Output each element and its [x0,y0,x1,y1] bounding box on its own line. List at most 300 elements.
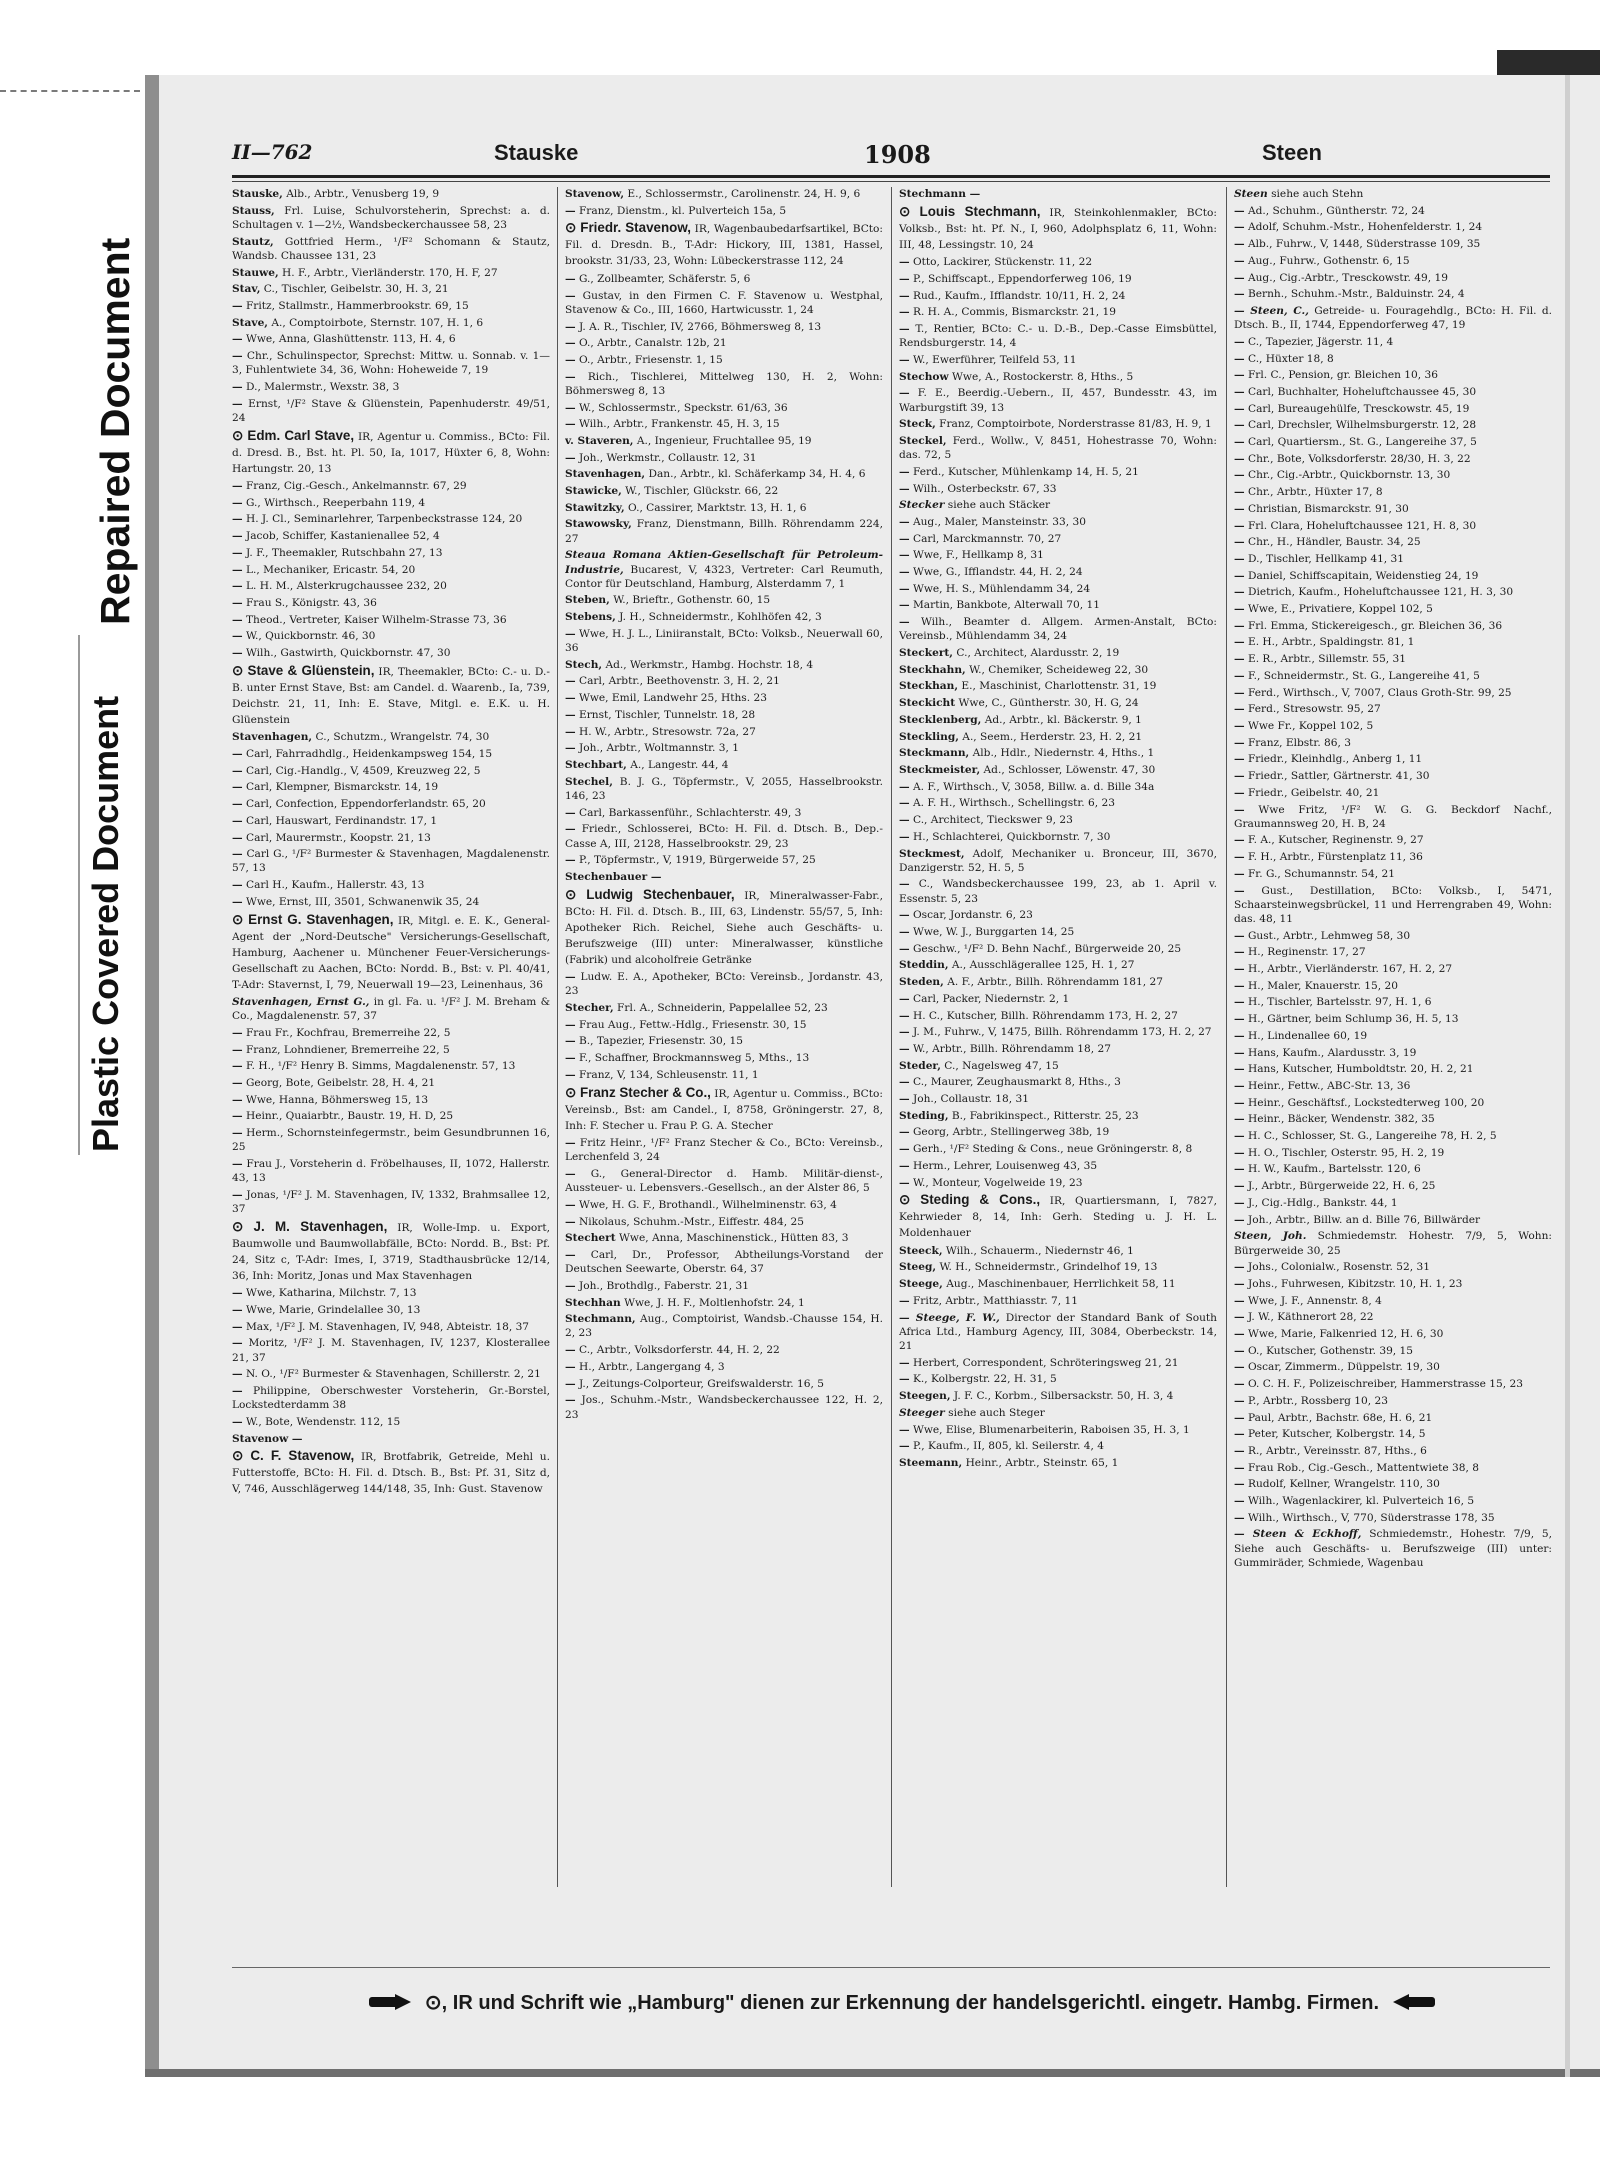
entry-name: — [1234,851,1245,864]
directory-entry [1234,1344,1552,1358]
entry-details: Frau Aug., Fettw.-Hdlg., Friesenstr. 30, 15 [575,1018,807,1031]
entry-name: — [1234,653,1245,666]
entry-name: — [1234,1163,1245,1176]
entry-details: Frl. Emma, Stickereigesch., gr. Bleichen 36, 36 [1244,619,1503,632]
entry-details: Herm., Lehrer, Louisenweg 43, 35 [909,1159,1098,1172]
entry-name: Stavenhagen, Ernst G., [232,996,370,1009]
directory-entry [565,593,883,607]
directory-entry [1234,1162,1552,1176]
directory-entry [1234,1229,1552,1257]
directory-entry [1234,669,1552,683]
directory-entry [232,764,550,778]
directory-entry [1234,187,1552,201]
entry-details: Carl, Arbtr., Beethovenstr. 3, H. 2, 21 [575,675,780,688]
entry-name: — [232,1304,243,1317]
directory-entry [899,958,1217,972]
entry-details: J. F. C., Korbm., Silbersackstr. 50, H. 3, 4 [950,1390,1174,1403]
entry-details: Schmiedemstr. Hohestr. 7/9, 5, Wohn: Bürgerweide 30, 25 [1234,1230,1552,1257]
directory-entry [232,349,550,377]
entry-details: F. H., Arbtr., Fürstenplatz 11, 36 [1244,851,1423,864]
entry-name: — [899,797,910,810]
directory-entry [899,1192,1217,1241]
entry-details: Wwe, C., Güntherstr. 30, H. G, 24 [955,697,1139,710]
directory-entry [232,282,550,296]
directory-entry [1234,995,1552,1009]
entry-name: — [1234,619,1245,632]
entry-name: — [899,1093,910,1106]
directory-entry [899,565,1217,579]
directory-entry [232,1448,550,1497]
directory-entry [1234,585,1552,599]
entry-name: — [232,1043,243,1056]
directory-entry [232,814,550,828]
directory-entry [899,1025,1217,1039]
entry-details: G., General-Director d. Hamb. Militär-dienst-, Aussteuer- u. Lebensvers.-Gesellsch., an der Alster 86, 5 [565,1167,883,1195]
directory-entry [899,1356,1217,1370]
entry-name: Steckicht [899,697,956,710]
directory-entry [565,336,883,350]
entry-name: v. Staveren, [565,434,634,447]
entry-details: L. H. M., Alsterkrugchaussee 232, 20 [242,580,447,593]
entry-details: O., Cassirer, Marktstr. 13, H. 1, 6 [624,501,807,514]
directory-entry [232,629,550,643]
directory-entry [232,1219,550,1284]
entry-name: — [1234,1146,1245,1159]
entry-name: — [1234,519,1245,532]
entry-details: Ad., Schuhm., Güntherstr. 72, 24 [1244,204,1425,217]
entry-name: Steckling, [899,730,959,743]
entry-name: Stech, [565,658,603,671]
entry-name: — [1234,1029,1245,1042]
entry-name: Steckhan, [899,680,959,693]
entry-name: — [232,613,243,626]
directory-entry [565,1068,883,1082]
entry-name: Steben, [565,594,610,607]
directory-entry [1234,1310,1552,1324]
directory-entry [1234,833,1552,847]
entry-name: — [565,627,576,640]
entry-name: — [899,323,910,336]
directory-entry [565,1215,883,1229]
entry-details: Franz, Elbstr. 86, 3 [1244,736,1352,749]
entry-name: — [899,482,910,495]
entry-details: Georg, Bote, Geibelstr. 28, H. 4, 21 [242,1077,436,1090]
entry-details: O., Kutscher, Gothenstr. 39, 15 [1244,1344,1414,1357]
entry-details: Ad., Werkmstr., Hambg. Hochstr. 18, 4 [602,658,814,671]
entry-name: — [899,1076,910,1089]
directory-entry [232,579,550,593]
directory-entry [1234,1461,1552,1475]
entry-details: Herbert, Correspondent, Schröteringsweg 21, 21 [909,1356,1179,1369]
directory-entry [899,532,1217,546]
entry-details: Ernst, Tischler, Tunnelstr. 18, 28 [575,708,756,721]
directory-entry [899,1075,1217,1089]
entry-details: Heinr., Arbtr., Steinstr. 65, 1 [962,1456,1119,1469]
entry-name: Stecher, [565,1002,614,1015]
entry-name: — [232,1188,243,1201]
directory-entry [1234,1112,1552,1126]
entry-name: — [232,513,243,526]
entry-name: — [1234,288,1245,301]
directory-entry [565,320,883,334]
entry-details: Geschw., ¹/F² D. Behn Nachf., Bürgerweide 20, 25 [909,942,1182,955]
directory-entry [1234,485,1552,499]
entry-details: Joh., Werkmstr., Collaustr. 12, 31 [575,451,757,464]
entry-details: G., Zollbeamter, Schäferstr. 5, 6 [575,272,751,285]
entry-details: J., Zeitungs-Colporteur, Greifswalderstr. 16, 5 [575,1377,824,1390]
entry-name: — [1234,686,1245,699]
entry-details: Adolf, Mechaniker u. Bronceur, III, 3670, Danzigerstr. 52, H. 5, 5 [899,847,1217,874]
entry-name: Steddin, [899,959,949,972]
entry-details: E. H., Arbtr., Spaldingstr. 81, 1 [1244,636,1415,649]
entry-details: A., Ausschlägerallee 125, H. 1, 27 [948,959,1135,972]
entry-name: — [1234,1378,1245,1391]
directory-entry [1234,502,1552,516]
entry-name: Stechel, [565,775,613,788]
entry-details: Carl, Quartiersm., St. G., Langereihe 37, 5 [1244,436,1477,449]
entry-details: F., Schneidermstr., St. G., Langereihe 41, 5 [1244,669,1480,682]
entry-name: — [565,708,576,721]
entry-name: Stawitzky, [565,501,625,514]
entry-details: W., Arbtr., Billh. Röhrendamm 18, 27 [909,1042,1111,1055]
entry-name: — [565,675,576,688]
entry-name: — [1234,1180,1245,1193]
entry-details: Wwe, H. S., Mühlendamm 34, 24 [909,582,1091,595]
plastic-covered-label: Plastic Covered Document [85,695,126,1152]
directory-entry [899,1142,1217,1156]
entry-name: Stechow [899,370,949,383]
entry-name: — [565,272,576,285]
entry-details: Carl, Packer, Niedernstr. 2, 1 [909,992,1070,1005]
entry-details: IR, Mitgl. e. E. K., General-Agent der „Nord-Deutsche" Versicherungs-Gesellschaft, Hamburg, Aachener u. Münchener Feuer-Versicherungs-Gesellschaft zu Aachen, BCto: Nordd. B., Bst: v. Pl. 40/41, T-Adr: Stavernst, I, 79, Neuerwall 19—23, Leinenhaus, 36 [232,914,550,991]
entry-name: Stavenow, [565,188,625,200]
entry-details: Alb., Hdlr., Niedernstr. 4, Hths., 1 [969,747,1155,760]
directory-entry [565,517,883,545]
directory-entry [1234,418,1552,432]
entry-details: Carl, Cig.-Handlg., V, 4509, Kreuzweg 22, 5 [242,764,481,777]
entry-details: Max, ¹/F² J. M. Stavenhagen, IV, 948, Abteistr. 18, 37 [242,1320,530,1333]
side-divider [78,635,80,1155]
entry-name: Steegen, [899,1390,951,1403]
entry-details: J. W., Käthnerort 28, 22 [1244,1311,1374,1324]
entry-details: O., Arbtr., Friesenstr. 1, 15 [575,353,723,366]
entry-details: H. J. Cl., Seminarlehrer, Tarpenbeckstrasse 124, 20 [242,513,523,526]
directory-entry [565,548,883,591]
entry-name: — [1234,963,1245,976]
entry-details: Carl, Dr., Professor, Abtheilungs-Vorstand der Deutschen Seewarte, Oberstr. 64, 37 [565,1248,883,1276]
directory-entry [1234,1277,1552,1291]
entry-details: W., Monteur, Vogelweide 19, 23 [909,1176,1083,1189]
directory-entry [1234,1360,1552,1374]
directory-entry [565,775,883,803]
entry-details: Gottfried Herm., ¹/F² Schomann & Stautz, Wandsb. Chaussee 131, 23 [232,235,550,262]
directory-entry [899,255,1217,269]
entry-details: J. F., Theemakler, Rutschbahn 27, 13 [242,546,443,559]
entry-name: — [565,337,576,350]
entry-details: Aug., Comptoirist, Wandsb.-Chausse 154, H. 2, 23 [565,1313,883,1340]
directory-entry [565,1343,883,1357]
header-first-entry: Stauske [494,140,579,165]
footer-note: ⊙, IR und Schrift wie „Hamburg" dienen zur Erkennung der handelsgerichtl. eingetr. Hambg. Firmen. [424,1991,1380,2014]
directory-entry [565,484,883,498]
directory-entry [899,548,1217,562]
entry-details: Rud., Kaufm., Ifflandstr. 10/11, H. 2, 24 [909,289,1126,302]
directory-entry [232,235,550,263]
directory-entry [899,1294,1217,1308]
entry-name: Stechhan [565,1296,621,1309]
entry-details: Aug., Maler, Mansteinstr. 33, 30 [909,515,1086,528]
directory-entry [232,847,550,875]
repaired-document-label: Repaired Document [92,237,138,625]
directory-entry [1234,979,1552,993]
entry-details: Heinr., Bäcker, Wendenstr. 382, 35 [1244,1113,1435,1126]
entry-name: — [899,566,910,579]
directory-entry [232,187,550,201]
entry-name: — [565,401,576,414]
entry-name: — [232,563,243,576]
entry-name: — [232,764,243,777]
entry-name: — [565,1018,576,1031]
entry-name: Stecker [899,499,945,512]
entry-details: C., Architect, Tieckswег 9, 23 [909,814,1073,827]
entry-details: F., Schaffner, Brockmannsweg 5, Mths., 13 [575,1052,810,1065]
directory-entry [1234,719,1552,733]
entry-details: H. C., Schlosser, St. G., Langereihe 78, H. 2, 5 [1244,1130,1497,1143]
entry-name: — [1234,1261,1245,1274]
directory-entry [232,1415,550,1429]
entry-details: IR, Wolle-Imp. u. Export, Baumwolle und Baumwollabfälle, BCto: Nordd. B., Bst: Pf. 24, Sitz c, T-Adr: Imes, I, 3719, Stadthausbrücke 12/14, 36, Inh: Moritz, Jonas und Max Stavenhagen [232,1221,550,1282]
entry-name: — [1234,586,1245,599]
directory-entry [565,1136,883,1164]
directory-entry [1234,619,1552,633]
entry-details: siehe auch Stehn [1267,188,1364,200]
directory-entry [232,496,550,510]
entry-name: — [1234,946,1245,959]
entry-name: Stawowsky, [565,518,632,531]
directory-entry [899,1423,1217,1437]
entry-name: Steding, [899,1109,949,1122]
entry-details: Ad., Schlosser, Löwenstr. 47, 30 [980,764,1156,776]
directory-entry [899,305,1217,319]
entry-name: — [899,926,910,939]
entry-name: — [1234,1478,1245,1491]
entry-details: Chr., H., Händler, Baustr. 34, 25 [1244,536,1421,549]
entry-name: — [1234,335,1245,348]
entry-name: — [565,320,576,333]
entry-name: — [565,1360,576,1373]
directory-entry [1234,884,1552,927]
directory-entry [565,1198,883,1212]
directory-entry [232,831,550,845]
entry-details: Carl, Bureaugehülfe, Tresckowstr. 45, 19 [1244,402,1470,415]
directory-entry [565,658,883,672]
directory-entry [1234,1427,1552,1441]
entry-details: Fr. G., Schumannstr. 54, 21 [1244,867,1395,880]
entry-details: IR, Brotfabrik, Getreide, Mehl u. Futterstoffe, BCto: H. Fil. d. Dtsch. B., Bst: Pf. 31, Sitz d, V, 746, Ausschlägerweg 144/148, 35, Inh: Gust. Stavenow [232,1451,550,1496]
directory-entry [1234,1411,1552,1425]
entry-details: P., Arbtr., Rossberg 10, 23 [1244,1394,1388,1407]
entry-details: Frl. C., Pension, gr. Bleichen 10, 36 [1244,369,1438,382]
directory-entry [899,353,1217,367]
entry-details: C., Wandsbeckerchaussee 199, 23, ab 1. April v. Essenstr. 5, 23 [899,878,1217,905]
entry-name: — [1234,204,1245,217]
entry-name: — [1234,929,1245,942]
entry-name: — [565,1035,576,1048]
entry-name: Stave, [232,316,268,329]
entry-details: Joh., Arbtr., Woltmannstr. 3, 1 [575,742,740,755]
directory-entry [232,1076,550,1090]
directory-entry [232,747,550,761]
entry-name: ⊙ Stave & Glüenstein, [232,662,375,678]
entry-details: Frau J., Vorsteherin d. Fröbelhauses, II, 1072, Hallerstr. 43, 13 [232,1158,550,1185]
entry-name: — [1234,369,1245,382]
entry-name: — [565,806,576,819]
entry-details: Joh., Collaustr. 18, 31 [909,1093,1029,1106]
entry-details: Getreide- u. Fouragehdlg., BCto: H. Fil. d. Dtsch. B., II, 1744, Eppendorferweg 47, 19 [1234,304,1552,332]
entry-name: — [1234,1495,1245,1508]
entry-name: — [232,397,243,410]
entry-details: H., Gärtner, beim Schlump 36, H. 5, 13 [1244,1013,1459,1026]
directory-entry [899,877,1217,905]
entry-details: Gust., Destillation, BCto: Volksb., I, 5471, Schaarsteinwegsbrückel, 11 und Herrengraben 49, Wohn: das. 48, 11 [1234,884,1552,925]
directory-entry [1234,962,1552,976]
entry-name: ⊙ C. F. Stavenow, [232,1448,355,1464]
entry-name: Steden, [899,976,944,989]
directory-entry [899,386,1217,414]
directory-entry [232,1188,550,1216]
directory-page [217,125,1567,2075]
directory-entry [899,1125,1217,1139]
entry-details: Chr., Cig.-Arbtr., Quickbornstr. 13, 30 [1244,469,1451,482]
directory-entry [899,322,1217,350]
directory-entry [1234,535,1552,549]
directory-entry [232,1286,550,1300]
directory-entry [899,847,1217,875]
entry-details: Wwe, A., Rostockerstr. 8, Hths., 5 [948,370,1134,383]
entry-name: — [232,798,243,811]
directory-entry [232,596,550,610]
entry-details: Wilh., Arbtr., Frankenstr. 45, H. 3, 15 [575,418,780,431]
entry-details: P., Schiffscapt., Eppendorferweg 106, 19 [909,272,1132,285]
entry-details: Hans, Kaufm., Alardusstr. 3, 19 [1244,1046,1417,1059]
entry-name: — [1234,753,1245,766]
entry-details: Friedr., Schlosserei, BCto: H. Fil. d. Dtsch. B., Dep.-Casse A, III, 2128, Hasselbrookstr. 29, 23 [565,823,883,850]
entry-name: — [1234,736,1245,749]
directory-entry [565,1167,883,1195]
directory-entry [232,878,550,892]
directory-entry [899,1009,1217,1023]
entry-details: D., Tischler, Hellkamp 41, 31 [1244,552,1405,565]
entry-details: C., Architect, Alardusstr. 2, 19 [952,647,1120,660]
entry-details: siehe auch Stäcker [944,499,1051,512]
entry-details: H. F., Arbtr., Vierländerstr. 170, H. F, 27 [278,266,498,279]
entry-details: Frl. A., Schneiderin, Pappelallee 52, 23 [613,1002,828,1015]
entry-name: — [899,256,910,269]
directory-entry [899,780,1217,794]
directory-entry [565,1312,883,1340]
entry-details: Wwe, F., Hellkamp 8, 31 [909,549,1044,562]
entry-details: Aug., Cig.-Arbtr., Tresckowstr. 49, 19 [1244,271,1448,284]
entry-details: IR, Steinkohlenmakler, BCto: Volksb., Bst: ht. Pf. N., I, 960, Adolphsplatz 6, 11, Wohn: III, 48, Lessingstr. 10, 24 [899,206,1217,251]
entry-name: — [1234,1461,1245,1474]
entry-name: — [565,1052,576,1065]
directory-entry [1234,686,1552,700]
entry-details: W., Tischler, Glückstr. 66, 22 [621,485,779,498]
entry-name: Steckert, [899,647,953,660]
entry-name: — [1234,603,1245,616]
entry-details: Franz, Dienstmann, Billh. Röhrendamm 224, 27 [565,518,883,545]
entry-details: Ferd., Stresowstr. 95, 27 [1244,703,1381,716]
directory-entry [232,1043,550,1057]
entry-details: Fritz, Arbtr., Matthiasstr. 7, 11 [909,1294,1079,1307]
entry-details: Wilh., Gastwirth, Quickbornstr. 47, 30 [242,647,451,660]
entry-name: — [1234,569,1245,582]
directory-entry [1234,287,1552,301]
entry-name: — [1234,1344,1245,1357]
entry-name: — [232,1320,243,1333]
entry-name: — [899,942,910,955]
entry-name: — [232,630,243,643]
directory-entry [1234,1527,1552,1570]
entry-details: Aug., Maschinenbauer, Herrlichkeit 58, 11 [942,1278,1176,1291]
entry-name: — [232,580,243,593]
entry-details: IR, Mineralwasser-Fabr., BCto: H. Fil. d. Dtsch. B., III, 63, Lindenstr. 55/57, 5, Inh: Apotheker Rich. Reichel, Siehe auch Geschäfts- u. Berufszweige (III) unter: Mineralwasser, künstliche (Fabrik) und alcoholfreie Getränke [565,889,883,966]
entry-details: J. A. R., Tischler, IV, 2766, Böhmersweg 8, 13 [575,320,822,333]
directory-entry [565,870,883,884]
directory-entry [232,1059,550,1073]
entry-name: — [1234,834,1245,847]
directory-entry [1234,1494,1552,1508]
directory-entry [232,299,550,313]
entry-details: Carl, Hauswart, Ferdinandstr. 17, 1 [242,814,438,827]
directory-entry [1234,867,1552,881]
directory-entry [1234,752,1552,766]
entry-name: — [1234,1411,1245,1424]
entry-details: Gustav, in den Firmen C. F. Stavenow u. Westphal, Stavenow & Co., III, 1660, Hartwicusstr. 1, 24 [565,289,883,316]
footer-rule [232,1967,1550,1968]
entry-details: Rich., Tischlerei, Mittelweg 130, H. 2, Wohn: Böhmersweg 8, 13 [565,370,883,397]
directory-entry [565,417,883,431]
entry-name: Stavenhagen, [565,468,646,481]
entry-name: — [1234,536,1245,549]
header-rule-thin [232,181,1550,182]
entry-name: — [1234,636,1245,649]
entry-details: Franz, Dienstm., kl. Pulverteich 15a, 5 [575,204,787,217]
entry-name: ⊙ Ernst G. Stavenhagen, [232,911,394,927]
directory-entry [1234,304,1552,332]
directory-entry [232,428,550,477]
directory-entry [232,1367,550,1381]
entry-name: — [232,848,243,861]
header-last-entry: Steen [1262,140,1322,165]
entry-name: — [899,1294,910,1307]
entry-name: — [1234,469,1245,482]
directory-entry [899,482,1217,496]
entry-name: Stebens, [565,611,616,624]
entry-name: — [232,1060,243,1073]
directory-entry [899,370,1217,384]
entry-name: — [899,1373,910,1386]
entry-name: Stawicke, [565,485,622,498]
entry-details: Carl, Drechsler, Wilhelmsburgerstr. 12, 28 [1244,419,1477,432]
entry-name: ⊙ J. M. Stavenhagen, [232,1218,388,1234]
directory-entry [1234,1062,1552,1076]
entry-name: — [565,692,576,705]
entry-details: Heinr., Quaiarbtr., Baustr. 19, H. D, 25 [242,1110,454,1123]
entry-name: Steckmest, [899,847,965,860]
entry-name: — [899,1356,910,1369]
entry-details: Carl, Marckmannstr. 70, 27 [909,532,1062,545]
